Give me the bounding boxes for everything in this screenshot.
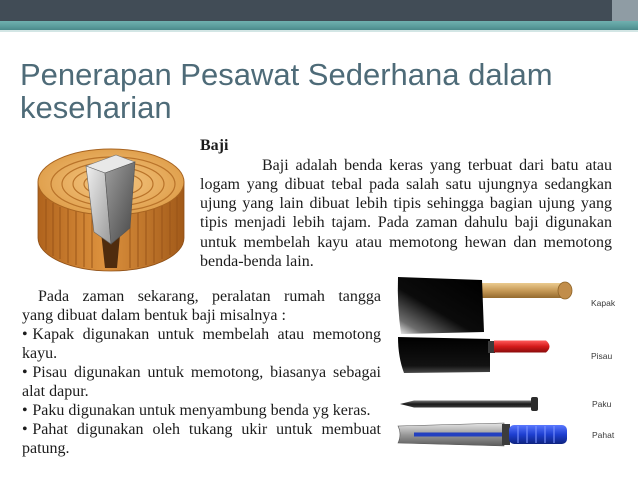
tool-label-pisau: Pisau bbox=[591, 351, 613, 361]
bullet-icon bbox=[22, 326, 28, 343]
tool-label-kapak: Kapak bbox=[591, 298, 616, 308]
paragraph-line: untuk membelah kayu atau memotong hewan dan memotong bbox=[200, 233, 612, 251]
axe-handle bbox=[478, 283, 566, 298]
bullet-text: Pahat digunakan oleh tukang ukir untuk membuat bbox=[32, 421, 381, 439]
knife-bolster bbox=[488, 341, 495, 353]
nail-icon bbox=[400, 397, 538, 411]
bullet-item-kapak bbox=[22, 325, 381, 344]
paragraph-line: logam yang dibuat tebal pada salah satu ujungnya sedangkan bbox=[200, 175, 612, 193]
nail-head bbox=[531, 397, 538, 411]
bullet-text: Paku digunakan untuk menyambung benda yg keras. bbox=[32, 402, 371, 420]
chisel-ferrule bbox=[502, 424, 510, 445]
bullet-item-pahat-continued: patung. bbox=[22, 440, 70, 458]
section-heading: Baji bbox=[200, 137, 229, 154]
tool-label-paku: Paku bbox=[592, 399, 612, 409]
bullet-text: Kapak digunakan untuk membelah atau memotong bbox=[32, 325, 381, 343]
bullet-item-pisau-continued: alat dapur. bbox=[22, 382, 89, 400]
bullet-item-pahat bbox=[22, 420, 381, 439]
axe-handle-end bbox=[558, 282, 572, 299]
bullet-icon bbox=[22, 364, 28, 381]
paragraph-line: Baji adalah benda keras yang terbuat dari batu atau bbox=[262, 156, 612, 174]
paragraph-line: ujung yang lain dibuat lebih tipis sehingga bagian ujung yang bbox=[200, 195, 612, 213]
log-wedge-icon bbox=[38, 149, 184, 271]
bullet-icon bbox=[22, 421, 28, 438]
bullet-item-paku bbox=[22, 401, 381, 420]
usage-intro-line: yang dibuat dalam bentuk baji misalnya : bbox=[22, 306, 286, 324]
chisel-groove bbox=[414, 433, 502, 437]
baji-definition-paragraph bbox=[200, 156, 612, 272]
axe-blade bbox=[398, 277, 484, 334]
usage-intro-line: Pada zaman sekarang, peralatan rumah tangga bbox=[38, 287, 381, 305]
axe-icon bbox=[398, 277, 572, 334]
knife-blade bbox=[398, 337, 490, 373]
knife-icon bbox=[398, 337, 550, 373]
nail-shaft bbox=[400, 401, 532, 408]
bullet-text: Pisau digunakan untuk memotong, biasanya sebagai bbox=[32, 363, 381, 381]
bullet-item-kapak-continued: kayu. bbox=[22, 344, 58, 362]
paragraph-line: benda-benda lain. bbox=[200, 253, 314, 271]
chisel-icon bbox=[398, 423, 567, 446]
knife-handle bbox=[494, 341, 550, 353]
bullet-icon bbox=[22, 402, 28, 419]
usage-paragraph bbox=[22, 287, 381, 459]
slide-title: Penerapan Pesawat Sederhana dalam keseharian bbox=[20, 57, 553, 125]
tool-label-pahat: Pahat bbox=[592, 430, 615, 440]
bullet-item-pisau bbox=[22, 363, 381, 382]
paragraph-line: tipis menjadi lebih tajam. Pada zaman dahulu baji digunakan bbox=[200, 214, 612, 232]
